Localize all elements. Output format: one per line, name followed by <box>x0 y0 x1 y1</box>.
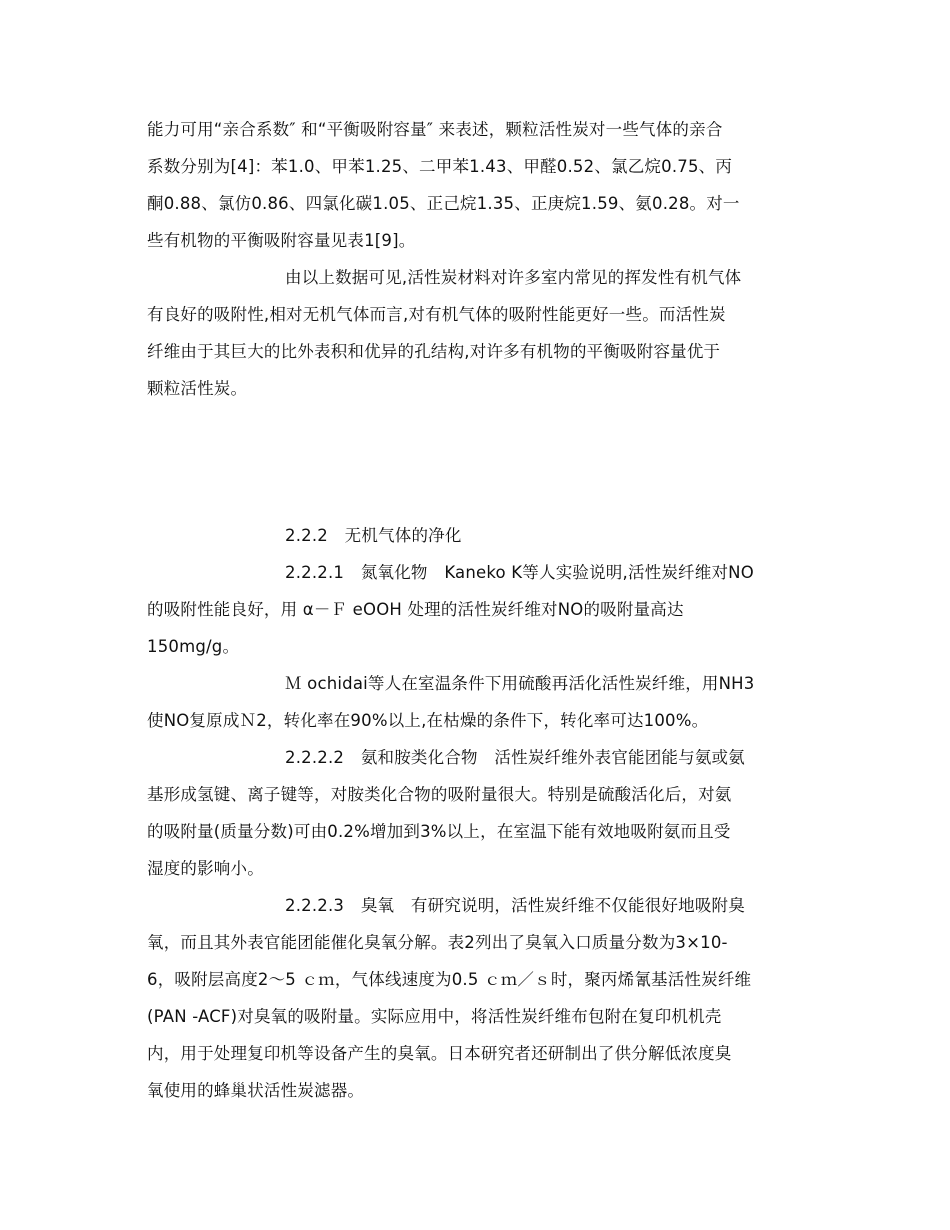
text-line: 颗粒活性炭。 <box>147 379 248 398</box>
text-line: 使NO复原成Ｎ2，转化率在90%以上,在枯燥的条件下，转化率可达100%。 <box>147 711 709 730</box>
text-line: 2.2.2.2 氨和胺类化合物 活性炭纤维外表官能团能与氨或氨 <box>285 748 745 767</box>
text-line: 内，用于处理复印机等设备产生的臭氧。日本研究者还研制出了供分解低浓度臭 <box>147 1044 732 1063</box>
text-line: 氧，而且其外表官能团能催化臭氧分解。表2列出了臭氧入口质量分数为3×10- <box>147 933 728 952</box>
section-heading: 2.2.2 无机气体的净化 <box>285 526 462 545</box>
text-line: 系数分别为[4]：苯1.0、甲苯1.25、二甲苯1.43、甲醛0.52、氯乙烷0.75、丙 <box>147 157 733 176</box>
text-line: 由以上数据可见,活性炭材料对许多室内常见的挥发性有机气体 <box>285 268 742 287</box>
text-line: 基形成氢键、离子键等，对胺类化合物的吸附量很大。特别是硫酸活化后，对氨 <box>147 785 732 804</box>
text-line: 2.2.2.3 臭氧 有研究说明，活性炭纤维不仅能很好地吸附臭 <box>285 896 745 915</box>
text-line: 150mg/g。 <box>147 637 240 656</box>
text-line: 6，吸附层高度2～5 ｃｍ，气体线速度为0.5 ｃｍ／ｓ时，聚丙烯氰基活性炭纤维 <box>147 970 752 989</box>
text-line: 些有机物的平衡吸附容量见表1[9]。 <box>147 231 416 250</box>
text-line: 能力可用“亲合系数″ 和“平衡吸附容量″ 来表述，颗粒活性炭对一些气体的亲合 <box>147 120 723 139</box>
text-line: 纤维由于其巨大的比外表积和优异的孔结构,对许多有机物的平衡吸附容量优于 <box>147 342 721 361</box>
text-line: 湿度的影响小。 <box>147 859 264 878</box>
text-line: 酮0.88、氯仿0.86、四氯化碳1.05、正己烷1.35、正庚烷1.59、氨0.28。对一 <box>147 194 740 213</box>
text-line: Ｍ ochidai等人在室温条件下用硫酸再活化活性炭纤维，用NH3 <box>285 674 755 693</box>
text-line: 氧使用的蜂巢状活性炭滤器。 <box>147 1081 365 1100</box>
text-line: 2.2.2.1 氮氧化物 Kaneko K等人实验说明,活性炭纤维对NO <box>285 563 754 582</box>
text-line: 的吸附量(质量分数)可由0.2%增加到3%以上，在室温下能有效地吸附氨而且受 <box>147 822 731 841</box>
text-line: 的吸附性能良好，用 α－Ｆ eOOH 处理的活性炭纤维对NO的吸附量高达 <box>147 600 684 619</box>
text-line: (PAN -ACF)对臭氧的吸附量。实际应用中，将活性炭纤维布包附在复印机机壳 <box>147 1007 722 1026</box>
text-line: 有良好的吸附性,相对无机气体而言,对有机气体的吸附性能更好一些。而活性炭 <box>147 305 726 324</box>
